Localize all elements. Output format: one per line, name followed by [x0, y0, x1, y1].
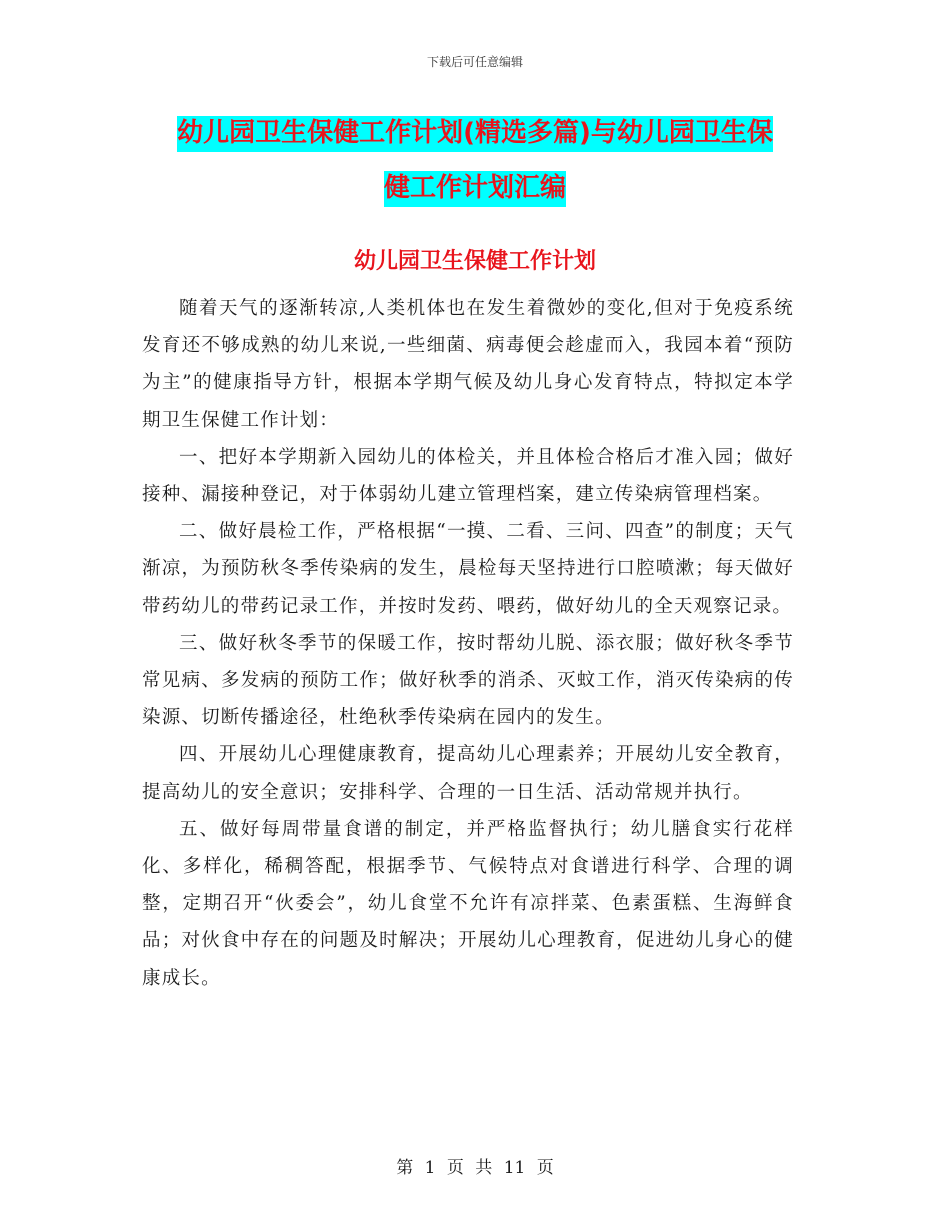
page-footer: 第 1 页 共 11 页: [396, 1158, 554, 1178]
section-title: 幼儿园卫生保健工作计划: [353, 249, 596, 274]
document-title: [140, 106, 810, 216]
header-note: 下载后可任意编辑: [426, 55, 523, 69]
body-text: [142, 290, 794, 997]
paragraph-item-1: 一、把好本学期新入园幼儿的体检关，并且体检合格后才准入园；做好接种、漏接种登记，对于体弱幼儿建立管理档案，建立传染病管理档案。: [142, 446, 794, 506]
document-title-line-2: 健工作计划汇编: [384, 171, 566, 207]
paragraph-intro: 随着天气的逐渐转凉,人类机体也在发生着微妙的变化,但对于免疫系统发育还不够成熟的幼儿来说,一些细菌、病毒便会趁虚而入，我园本着“预防为主”的健康指导方针，根据本学期气候及幼儿身心发育特点，特拟定本学期卫生保健工作计划：: [142, 298, 794, 431]
paragraph-item-3: 三、做好秋冬季节的保暖工作，按时帮幼儿脱、添衣服；做好秋冬季节常见病、多发病的预防工作；做好秋季的消杀、灭蚊工作，消灭传染病的传染源、切断传播途径，杜绝秋季传染病在园内的发生。: [142, 632, 794, 729]
paragraph-item-2: 二、做好晨检工作，严格根据“一摸、二看、三问、四查”的制度；天气渐凉，为预防秋冬季传染病的发生，晨检每天坚持进行口腔喷漱；每天做好带药幼儿的带药记录工作，并按时发药、喂药，做好幼儿的全天观察记录。: [142, 521, 794, 617]
paragraph-item-4: 四、开展幼儿心理健康教育，提高幼儿心理素养；开展幼儿安全教育，提高幼儿的安全意识；安排科学、合理的一日生活、活动常规并执行。: [142, 744, 794, 803]
paragraph-item-5: 五、做好每周带量食谱的制定，并严格监督执行；幼儿膳食实行花样化、多样化，稀稠答配，根据季节、气候特点对食谱进行科学、合理的调整，定期召开“伙委会”，幼儿食堂不允许有凉拌菜、色素蛋糕、生海鲜食品；对伙食中存在的问题及时解决；开展幼儿心理教育，促进幼儿身心的健康成长。: [142, 818, 794, 989]
document-title-line-1: 幼儿园卫生保健工作计划(精选多篇)与幼儿园卫生保: [177, 116, 773, 152]
